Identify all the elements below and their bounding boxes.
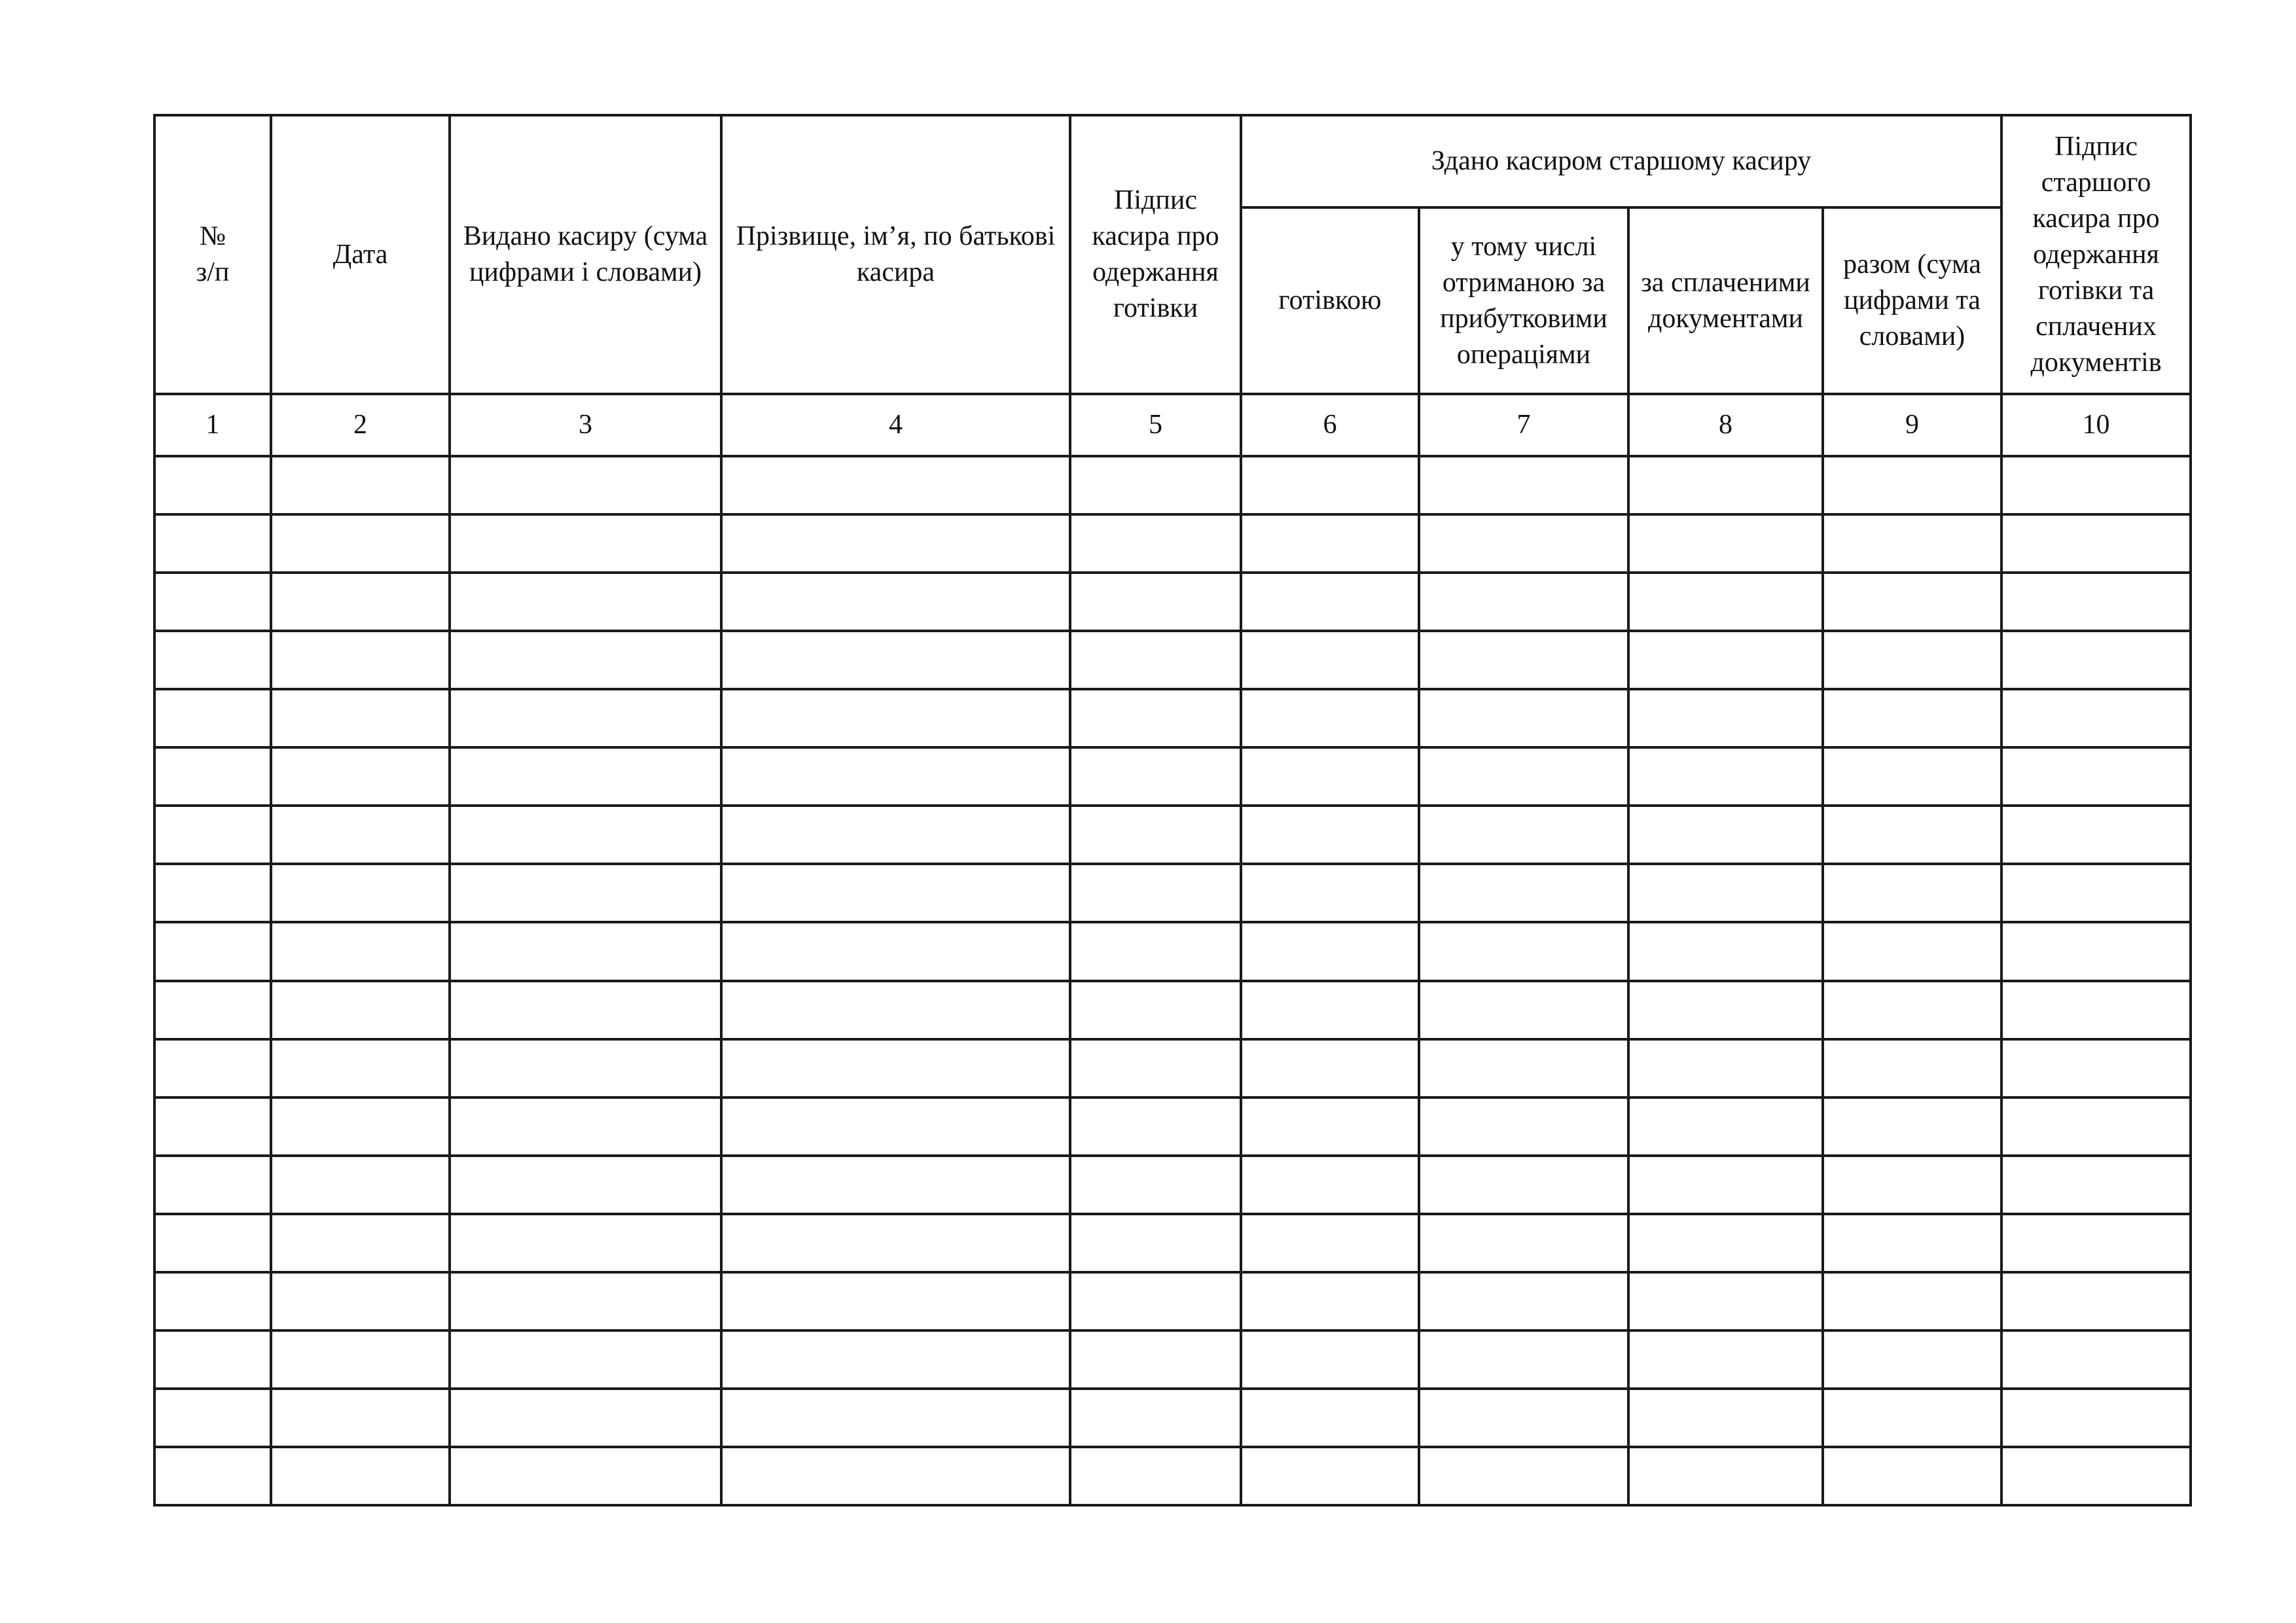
table-cell[interactable] [2001, 456, 2191, 514]
table-cell[interactable] [1070, 922, 1241, 980]
table-cell[interactable] [154, 981, 271, 1039]
table-cell[interactable] [154, 573, 271, 631]
table-cell[interactable] [450, 1389, 721, 1447]
table-cell[interactable] [1628, 1214, 1823, 1272]
table-row [154, 747, 2191, 806]
table-cell[interactable] [154, 689, 271, 747]
table-row [154, 1214, 2191, 1272]
table-cell[interactable] [1419, 1447, 1628, 1505]
table-cell[interactable] [721, 631, 1070, 689]
header-number-symbol: № [199, 221, 226, 252]
table-cell[interactable] [154, 1330, 271, 1389]
table-cell[interactable] [154, 631, 271, 689]
table-cell[interactable] [271, 514, 450, 573]
table-cell[interactable] [271, 1330, 450, 1389]
table-cell[interactable] [271, 806, 450, 864]
column-number: 5 [1070, 394, 1241, 456]
table-cell[interactable] [2001, 981, 2191, 1039]
header-total: разом (сума цифрами та словами) [1823, 207, 2001, 394]
table-row [154, 1272, 2191, 1330]
table-cell[interactable] [1823, 981, 2001, 1039]
table-cell[interactable] [1823, 1447, 2001, 1505]
table-row [154, 573, 2191, 631]
column-number: 7 [1419, 394, 1628, 456]
table-cell[interactable] [2001, 631, 2191, 689]
table-cell[interactable] [154, 1447, 271, 1505]
table-cell[interactable] [1823, 573, 2001, 631]
table-cell[interactable] [1823, 922, 2001, 980]
table-cell[interactable] [721, 806, 1070, 864]
table-row [154, 514, 2191, 573]
table-cell[interactable] [721, 1039, 1070, 1097]
table-cell[interactable] [1419, 689, 1628, 747]
table-cell[interactable] [1628, 573, 1823, 631]
table-cell[interactable] [450, 1214, 721, 1272]
table-cell[interactable] [1628, 922, 1823, 980]
table-cell[interactable] [1070, 864, 1241, 922]
table-row [154, 1330, 2191, 1389]
table-row [154, 806, 2191, 864]
header-number [154, 115, 271, 394]
table-cell[interactable] [1070, 1272, 1241, 1330]
table-row [154, 864, 2191, 922]
table-cell[interactable] [721, 1272, 1070, 1330]
table-row [154, 1039, 2191, 1097]
table-cell[interactable] [721, 922, 1070, 980]
table-cell[interactable] [721, 1389, 1070, 1447]
table-cell[interactable] [1628, 514, 1823, 573]
table-cell[interactable] [1823, 689, 2001, 747]
header-cashier-name: Прізвище, ім’я, по батькові касира [721, 115, 1070, 394]
table-cell[interactable] [1419, 806, 1628, 864]
table-cell[interactable] [1823, 806, 2001, 864]
table-cell[interactable] [1419, 1039, 1628, 1097]
table-cell[interactable] [271, 689, 450, 747]
table-cell[interactable] [1628, 456, 1823, 514]
table-cell[interactable] [721, 1330, 1070, 1389]
table-cell[interactable] [721, 456, 1070, 514]
table-cell[interactable] [1419, 1272, 1628, 1330]
table-cell[interactable] [450, 747, 721, 806]
table-cell[interactable] [2001, 806, 2191, 864]
table-cell[interactable] [271, 573, 450, 631]
table-cell[interactable] [271, 631, 450, 689]
table-cell[interactable] [2001, 1330, 2191, 1389]
table-cell[interactable] [1241, 1156, 1419, 1214]
table-cell[interactable] [1823, 456, 2001, 514]
table-cell[interactable] [1628, 1272, 1823, 1330]
table-cell[interactable] [1241, 981, 1419, 1039]
table-cell[interactable] [721, 1447, 1070, 1505]
table-row [154, 981, 2191, 1039]
header-date: Дата [271, 115, 450, 394]
table-cell[interactable] [1823, 1389, 2001, 1447]
table-cell[interactable] [154, 1389, 271, 1447]
table-cell[interactable] [1070, 689, 1241, 747]
table-cell[interactable] [1823, 747, 2001, 806]
table-cell[interactable] [1241, 1039, 1419, 1097]
table-cell[interactable] [1070, 1039, 1241, 1097]
column-number: 6 [1241, 394, 1419, 456]
table-row [154, 1389, 2191, 1447]
table-cell[interactable] [1241, 514, 1419, 573]
table-row [154, 456, 2191, 514]
table-cell[interactable] [1070, 1097, 1241, 1156]
table-cell[interactable] [2001, 1039, 2191, 1097]
table-cell[interactable] [1241, 806, 1419, 864]
column-number: 1 [154, 394, 271, 456]
table-row [154, 631, 2191, 689]
table-row [154, 1097, 2191, 1156]
table-cell[interactable] [1628, 689, 1823, 747]
table-cell[interactable] [1628, 864, 1823, 922]
table-cell[interactable] [1628, 981, 1823, 1039]
table-cell[interactable] [154, 514, 271, 573]
table-cell[interactable] [154, 864, 271, 922]
table-cell[interactable] [1419, 631, 1628, 689]
header-incoming-operations: у тому числі отриманою за прибутковими операціями [1419, 207, 1628, 394]
table-cell[interactable] [1823, 631, 2001, 689]
table-cell[interactable] [1241, 1330, 1419, 1389]
table-cell[interactable] [1070, 747, 1241, 806]
table-cell[interactable] [2001, 922, 2191, 980]
table-cell[interactable] [1419, 514, 1628, 573]
table-cell[interactable] [2001, 514, 2191, 573]
table-cell[interactable] [1823, 864, 2001, 922]
header-senior-cashier-signature: Підпис старшого касира про одержання готівки та сплачених документів [2001, 115, 2191, 394]
header-row-top [154, 115, 2191, 207]
table-cell[interactable] [271, 1214, 450, 1272]
table-row [154, 922, 2191, 980]
table-cell[interactable] [271, 456, 450, 514]
table-cell[interactable] [154, 922, 271, 980]
table-cell[interactable] [271, 864, 450, 922]
table-cell[interactable] [1628, 631, 1823, 689]
table-cell[interactable] [154, 456, 271, 514]
table-cell[interactable] [450, 573, 721, 631]
table-cell[interactable] [1070, 514, 1241, 573]
table-cell[interactable] [721, 573, 1070, 631]
table-cell[interactable] [1823, 1214, 2001, 1272]
table-cell[interactable] [450, 689, 721, 747]
column-number: 8 [1628, 394, 1823, 456]
table-cell[interactable] [1070, 806, 1241, 864]
table-cell[interactable] [721, 747, 1070, 806]
table-cell[interactable] [450, 514, 721, 573]
table-cell[interactable] [271, 1272, 450, 1330]
table-row [154, 1447, 2191, 1505]
table-cell[interactable] [1419, 1330, 1628, 1389]
table-cell[interactable] [1419, 573, 1628, 631]
table-cell[interactable] [450, 1447, 721, 1505]
table-cell[interactable] [1628, 806, 1823, 864]
table-cell[interactable] [2001, 1447, 2191, 1505]
table-cell[interactable] [1070, 573, 1241, 631]
table-row [154, 1156, 2191, 1214]
column-number: 2 [271, 394, 450, 456]
table-cell[interactable] [1823, 1039, 2001, 1097]
column-number: 3 [450, 394, 721, 456]
table-cell[interactable] [2001, 1214, 2191, 1272]
table-cell[interactable] [1823, 1156, 2001, 1214]
table-cell[interactable] [1419, 1156, 1628, 1214]
table-cell[interactable] [2001, 1156, 2191, 1214]
table-cell[interactable] [1628, 1156, 1823, 1214]
table-cell[interactable] [450, 1039, 721, 1097]
table-cell[interactable] [154, 1097, 271, 1156]
table-cell[interactable] [1241, 689, 1419, 747]
table-cell[interactable] [2001, 1389, 2191, 1447]
table-cell[interactable] [1628, 1330, 1823, 1389]
table-cell[interactable] [450, 1330, 721, 1389]
table-cell[interactable] [271, 922, 450, 980]
table-cell[interactable] [1070, 981, 1241, 1039]
table-cell[interactable] [1241, 573, 1419, 631]
table-cell[interactable] [1628, 1447, 1823, 1505]
table-cell[interactable] [450, 631, 721, 689]
table-cell[interactable] [450, 864, 721, 922]
table-cell[interactable] [450, 1097, 721, 1156]
table-cell[interactable] [1628, 747, 1823, 806]
table-cell[interactable] [450, 1272, 721, 1330]
header-cash: готівкою [1241, 207, 1419, 394]
table-cell[interactable] [154, 1272, 271, 1330]
table-cell[interactable] [1070, 1330, 1241, 1389]
header-issued-to-cashier: Видано касиру (сума цифрами і словами) [450, 115, 721, 394]
table-cell[interactable] [721, 689, 1070, 747]
table-cell[interactable] [1070, 1156, 1241, 1214]
table-cell[interactable] [1070, 1214, 1241, 1272]
table-cell[interactable] [1070, 1389, 1241, 1447]
table-cell[interactable] [1241, 631, 1419, 689]
table-cell[interactable] [721, 1097, 1070, 1156]
table-cell[interactable] [1823, 1330, 2001, 1389]
table-cell[interactable] [1628, 1039, 1823, 1097]
table-cell[interactable] [1070, 1447, 1241, 1505]
header-cashier-signature: Підпис касира про одержання готівки [1070, 115, 1241, 394]
header-number-abbrev: з/п [196, 257, 230, 288]
table-cell[interactable] [721, 514, 1070, 573]
cash-ledger-table [153, 114, 2192, 1507]
header-group-handed-over: Здано касиром старшому касиру [1241, 115, 2001, 207]
table-cell[interactable] [1628, 1097, 1823, 1156]
table-cell[interactable] [154, 1039, 271, 1097]
table-cell[interactable] [154, 747, 271, 806]
table-cell[interactable] [1241, 1447, 1419, 1505]
table-cell[interactable] [721, 981, 1070, 1039]
table-cell[interactable] [1241, 747, 1419, 806]
table-cell[interactable] [271, 981, 450, 1039]
header-paid-documents: за сплаченими документами [1628, 207, 1823, 394]
table-cell[interactable] [1419, 981, 1628, 1039]
table-cell[interactable] [2001, 1097, 2191, 1156]
table-cell[interactable] [2001, 747, 2191, 806]
table-cell[interactable] [1070, 631, 1241, 689]
table-cell[interactable] [1070, 456, 1241, 514]
table-cell[interactable] [1241, 456, 1419, 514]
table-cell[interactable] [1241, 1214, 1419, 1272]
table-cell[interactable] [450, 922, 721, 980]
table-cell[interactable] [450, 806, 721, 864]
table-cell[interactable] [721, 864, 1070, 922]
table-cell[interactable] [450, 981, 721, 1039]
column-number: 10 [2001, 394, 2191, 456]
table-cell[interactable] [721, 1214, 1070, 1272]
table-cell[interactable] [271, 1097, 450, 1156]
table-cell[interactable] [1241, 864, 1419, 922]
table-cell[interactable] [1419, 864, 1628, 922]
table-cell[interactable] [1419, 1214, 1628, 1272]
table-cell[interactable] [1823, 1097, 2001, 1156]
table-cell[interactable] [1241, 1389, 1419, 1447]
table-cell[interactable] [2001, 573, 2191, 631]
table-cell[interactable] [271, 747, 450, 806]
table-cell[interactable] [154, 1214, 271, 1272]
table-cell[interactable] [1823, 1272, 2001, 1330]
table-cell[interactable] [1241, 1097, 1419, 1156]
table-cell[interactable] [2001, 1272, 2191, 1330]
table-cell[interactable] [450, 1156, 721, 1214]
table-cell[interactable] [1241, 1272, 1419, 1330]
table-cell[interactable] [271, 1039, 450, 1097]
table-cell[interactable] [1823, 514, 2001, 573]
table-cell[interactable] [154, 1156, 271, 1214]
table-cell[interactable] [154, 806, 271, 864]
table-cell[interactable] [271, 1156, 450, 1214]
table-cell[interactable] [271, 1389, 450, 1447]
table-cell[interactable] [1628, 1389, 1823, 1447]
table-cell[interactable] [1419, 922, 1628, 980]
table-cell[interactable] [1419, 456, 1628, 514]
table-row [154, 689, 2191, 747]
table-cell[interactable] [1419, 1389, 1628, 1447]
table-cell[interactable] [271, 1447, 450, 1505]
column-number-row [154, 394, 2191, 456]
column-number: 4 [721, 394, 1070, 456]
column-number: 9 [1823, 394, 2001, 456]
table-cell[interactable] [1419, 747, 1628, 806]
table-cell[interactable] [721, 1156, 1070, 1214]
table-cell[interactable] [1241, 922, 1419, 980]
table-cell[interactable] [2001, 689, 2191, 747]
table-cell[interactable] [2001, 864, 2191, 922]
table-cell[interactable] [1419, 1097, 1628, 1156]
table-cell[interactable] [450, 456, 721, 514]
